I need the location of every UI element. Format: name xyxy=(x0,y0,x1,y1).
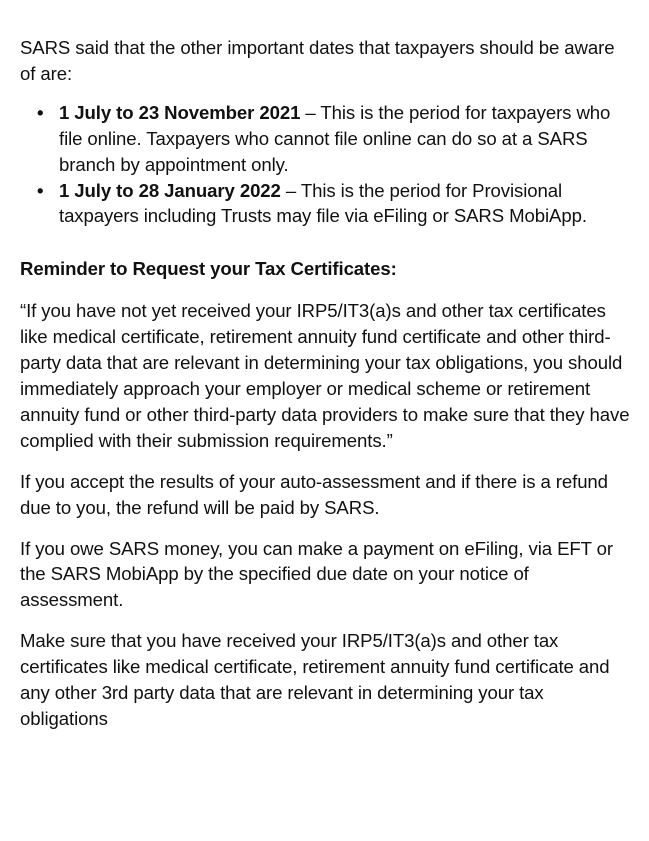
quote-paragraph: “If you have not yet received your IRP5/IT3(a)s and other tax certificates like medical certificate, retirement annuity fund certificate and other third-party data that are relevant in determining your tax obligations, you should immediately approach your employer or medical scheme or retirement annuity fund or other third-party data providers to make sure that they have complied with their submission requirements.” xyxy=(20,300,630,451)
date-description: – This is the period for Provisional taxpayers including Trusts may file via eFiling or SARS MobiApp. xyxy=(59,179,587,227)
list-item xyxy=(20,178,632,230)
intro-paragraph: SARS said that the other important dates that taxpayers should be aware of are: xyxy=(20,37,615,84)
refund-paragraph: If you accept the results of your auto-assessment and if there is a refund due to you, the refund will be paid by SARS. xyxy=(20,470,608,518)
list-item xyxy=(20,100,632,178)
bullet-icon: • xyxy=(37,101,44,123)
date-period: 1 July to 28 January 2022 xyxy=(59,179,281,201)
date-period: 1 July to 23 November 2021 xyxy=(59,101,301,123)
certificates-paragraph: Make sure that you have received your IRP5/IT3(a)s and other tax certificates like medical certificate, retirement annuity fund certificate and any other 3rd party data that are relevant in determining your tax obligations xyxy=(20,630,610,729)
payment-paragraph: If you owe SARS money, you can make a payment on eFiling, via EFT or the SARS MobiApp by the specified due date on your notice of assessment. xyxy=(20,537,613,611)
important-dates-list xyxy=(20,100,632,230)
date-description: – This is the period for taxpayers who file online. Taxpayers who cannot file online can do so at a SARS branch by appointment only. xyxy=(59,101,611,175)
reminder-heading: Reminder to Request your Tax Certificates: xyxy=(20,258,397,280)
document-body xyxy=(20,35,632,747)
bullet-icon: • xyxy=(37,179,44,201)
